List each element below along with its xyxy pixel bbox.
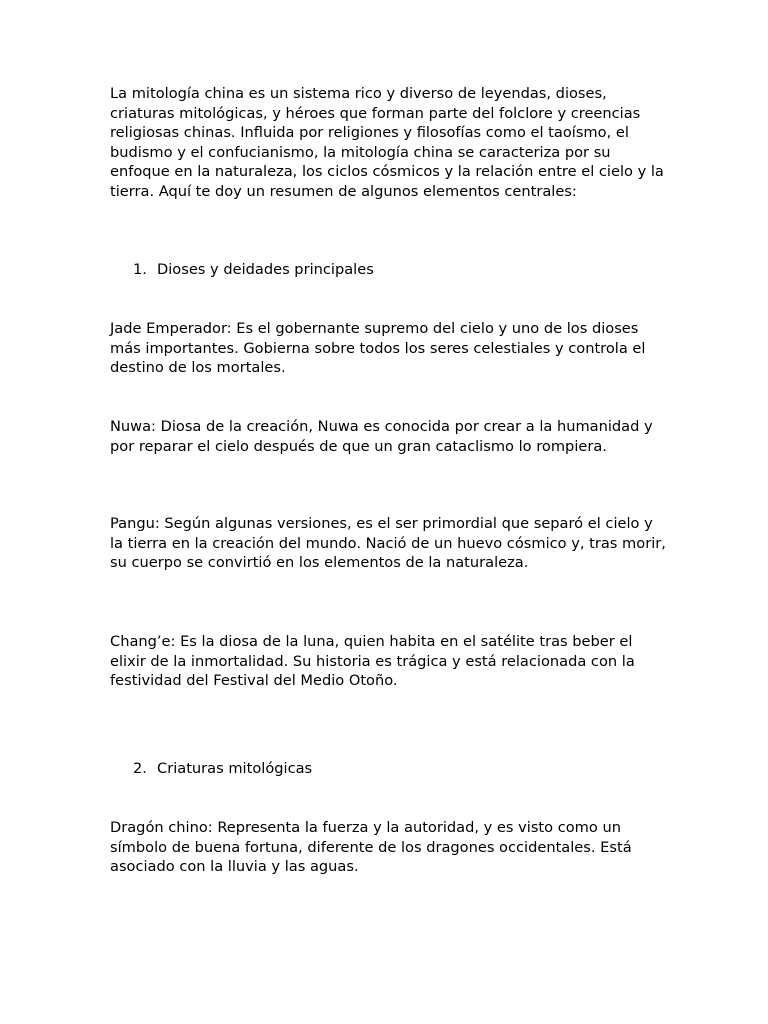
paragraph-pangu: Pangu: Según algunas versiones, es el ser primordial que separó el cielo y la tierra en la creación del mundo. Nació de un huevo cósmico y, tras morir, su cuerpo se convirtió en los elementos de la naturaleza. [110, 515, 666, 572]
section-number: 2. [133, 760, 147, 777]
paragraph-change: Chang’e: Es la diosa de la luna, quien habita en el satélite tras beber el elixir de la inmortalidad. Su historia es trágica y está relacionada con la festividad del Festival del Medio Otoño. [110, 633, 635, 690]
section-heading-creatures [133, 759, 312, 779]
section-title: Dioses y deidades principales [157, 261, 374, 278]
paragraph-chinese-dragon: Dragón chino: Representa la fuerza y la autoridad, y es visto como un símbolo de buena fortuna, diferente de los dragones occidentales. Está asociado con la lluvia y las aguas. [110, 819, 632, 876]
section-title: Criaturas mitológicas [157, 760, 313, 777]
paragraph-nuwa: Nuwa: Diosa de la creación, Nuwa es conocida por crear a la humanidad y por reparar el cielo después de que un gran cataclismo lo rompiera. [110, 418, 653, 455]
intro-paragraph: La mitología china es un sistema rico y diverso de leyendas, dioses, criaturas mitológicas, y héroes que forman parte del folclore y creencias religiosas chinas. Influida por religiones y filosofías como el taoísmo, el budismo y el confucianismo, la mitología china se caracteriza por su enfoque en la naturaleza, los ciclos cósmicos y la relación entre el cielo y la tierra. Aquí te doy un resumen de algunos elementos centrales: [110, 85, 664, 200]
paragraph-jade-emperor: Jade Emperador: Es el gobernante supremo del cielo y uno de los dioses más importantes. Gobierna sobre todos los seres celestiales y controla el destino de los mortales. [110, 320, 646, 377]
section-number: 1. [133, 261, 147, 278]
section-heading-deities [133, 260, 374, 280]
